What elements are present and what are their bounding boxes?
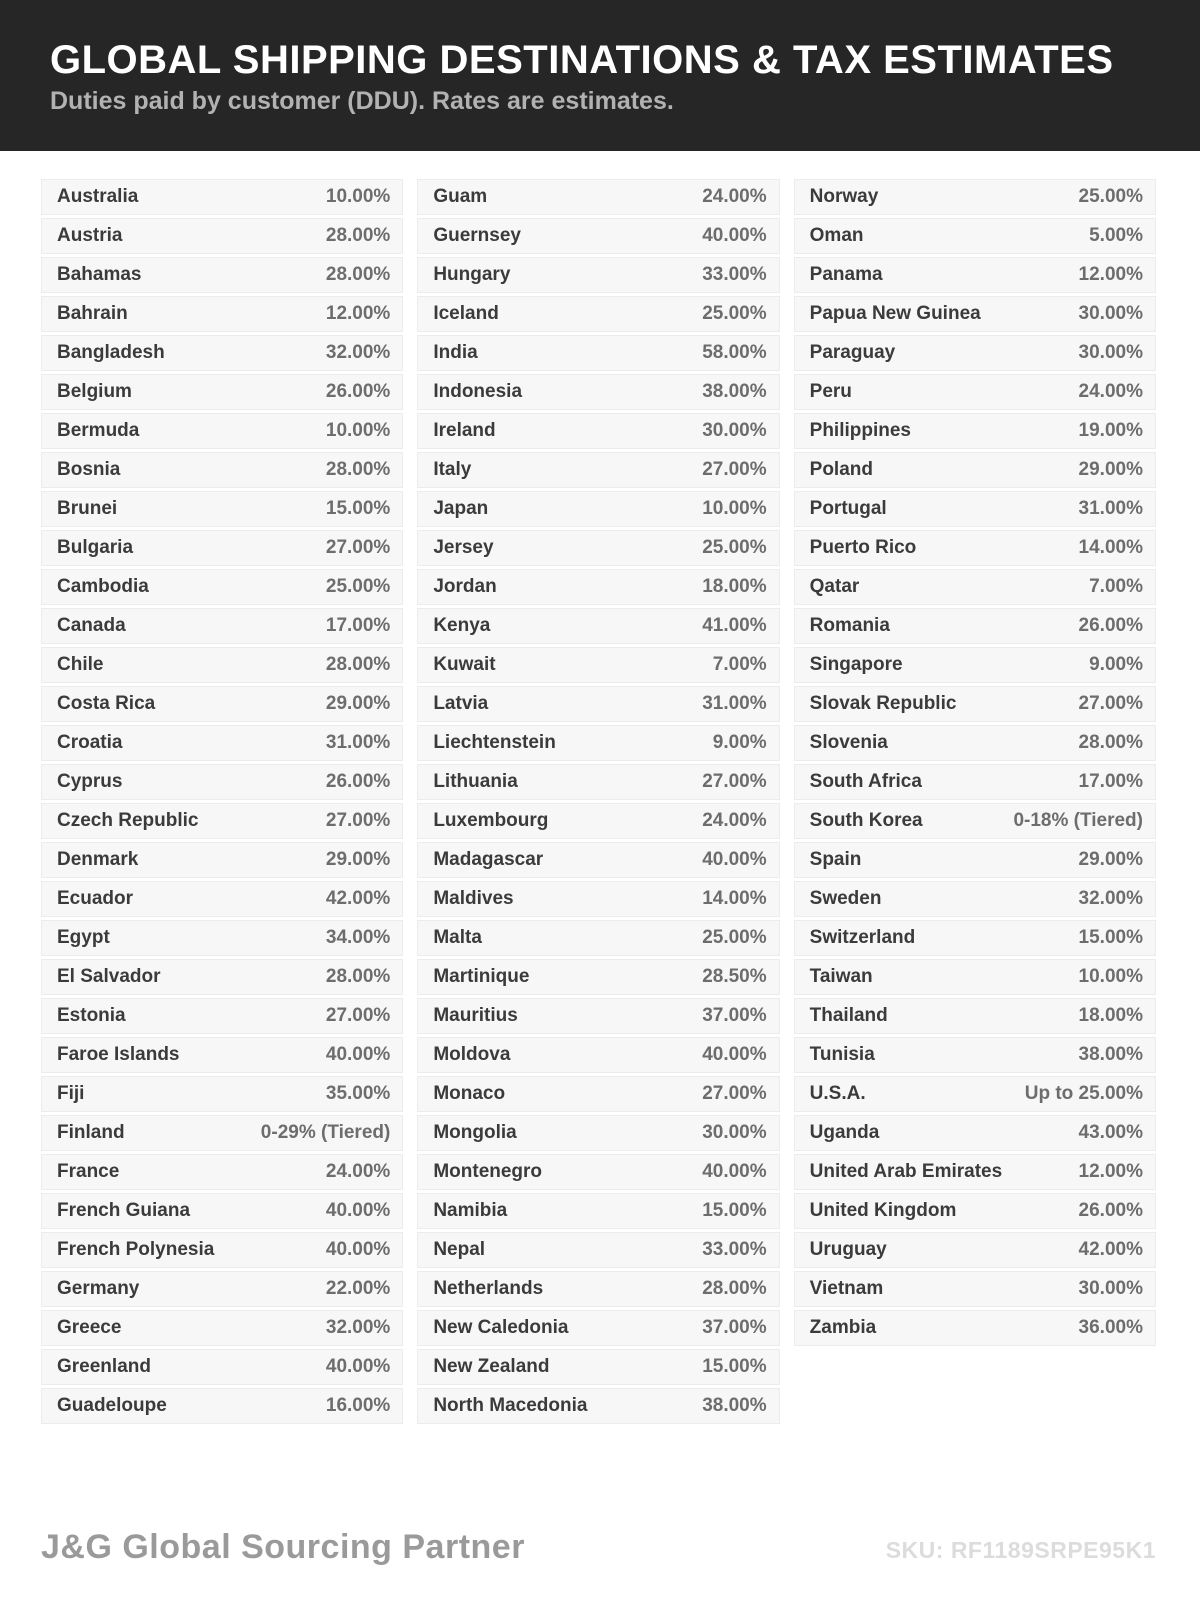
rate-value: 40.00% (325, 1044, 391, 1065)
country-name: Austria (57, 225, 123, 246)
rate-row (41, 179, 403, 215)
rate-row (41, 1076, 403, 1112)
rate-value: 27.00% (325, 810, 391, 831)
rate-value: 26.00% (1078, 615, 1143, 636)
country-name: Italy (433, 459, 472, 480)
rate-row (794, 452, 1156, 488)
country-name: Martinique (433, 966, 530, 987)
rate-value: 33.00% (702, 1239, 767, 1260)
rate-row (794, 413, 1156, 449)
rate-row (794, 335, 1156, 371)
rate-row (794, 803, 1156, 839)
rate-value: 38.00% (702, 1395, 767, 1416)
rate-value: 16.00% (325, 1395, 391, 1416)
rate-value: 34.00% (325, 927, 391, 948)
rate-row (41, 1154, 403, 1190)
rate-row (794, 725, 1156, 761)
rate-row (41, 1271, 403, 1307)
rate-row (41, 725, 403, 761)
rate-row (417, 296, 779, 332)
country-name: Namibia (433, 1200, 508, 1221)
rate-row (417, 1271, 779, 1307)
rate-row (417, 374, 779, 410)
country-name: Guadeloupe (57, 1395, 167, 1416)
rate-row (41, 1349, 403, 1385)
country-name: Spain (809, 849, 862, 870)
rates-column-2 (417, 179, 779, 1424)
rate-row (417, 218, 779, 254)
rate-value: 42.00% (1078, 1239, 1143, 1260)
rate-row (417, 1115, 779, 1151)
rate-value: 38.00% (1078, 1044, 1143, 1065)
rate-value: 40.00% (325, 1356, 391, 1377)
rate-row (794, 491, 1156, 527)
rate-row (417, 881, 779, 917)
rate-value: 12.00% (1078, 264, 1143, 285)
country-name: Moldova (433, 1044, 511, 1065)
rate-row (794, 608, 1156, 644)
country-name: Cyprus (57, 771, 123, 792)
country-name: Estonia (57, 1005, 126, 1026)
rate-value: 24.00% (702, 186, 767, 207)
rate-value: 37.00% (702, 1317, 767, 1338)
rate-row (794, 1193, 1156, 1229)
rate-value: 10.00% (325, 420, 391, 441)
rate-value: 28.00% (325, 225, 391, 246)
rate-value: 40.00% (702, 1161, 767, 1182)
rate-value: 25.00% (1078, 186, 1143, 207)
country-name: Ireland (433, 420, 496, 441)
country-name: Germany (57, 1278, 140, 1299)
country-name: Lithuania (433, 771, 518, 792)
country-name: Croatia (57, 732, 123, 753)
country-name: Thailand (809, 1005, 888, 1026)
rate-row (417, 647, 779, 683)
rate-value: 40.00% (702, 225, 767, 246)
rate-value: 15.00% (702, 1356, 767, 1377)
country-name: Faroe Islands (57, 1044, 180, 1065)
rate-value: 27.00% (325, 1005, 391, 1026)
rate-row (794, 1232, 1156, 1268)
rate-value: 37.00% (702, 1005, 767, 1026)
country-name: Peru (809, 381, 852, 402)
country-name: Romania (809, 615, 890, 636)
rate-row (41, 1193, 403, 1229)
rate-value: 31.00% (1078, 498, 1143, 519)
country-name: Canada (57, 615, 126, 636)
rate-value: 9.00% (712, 732, 767, 753)
rate-value: 38.00% (702, 381, 767, 402)
rate-row (794, 998, 1156, 1034)
rate-value: 32.00% (325, 1317, 391, 1338)
rate-value: 36.00% (1078, 1317, 1143, 1338)
rate-row (41, 1037, 403, 1073)
rate-value: 28.00% (325, 459, 391, 480)
rate-row (41, 1232, 403, 1268)
country-name: Zambia (809, 1317, 877, 1338)
rate-value: 10.00% (702, 498, 767, 519)
rate-value: 26.00% (325, 771, 391, 792)
rate-value: 25.00% (702, 303, 767, 324)
country-name: Kenya (433, 615, 491, 636)
rate-value: 27.00% (1078, 693, 1143, 714)
rate-value: 12.00% (325, 303, 391, 324)
rate-value: 31.00% (325, 732, 391, 753)
rate-row (417, 569, 779, 605)
rate-value: 32.00% (325, 342, 391, 363)
brand-name: J&G Global Sourcing Partner (41, 1528, 525, 1566)
rate-row (41, 920, 403, 956)
rate-row (417, 764, 779, 800)
rate-value: 25.00% (702, 927, 767, 948)
rate-value: 25.00% (702, 537, 767, 558)
rate-row (41, 296, 403, 332)
rate-value: 40.00% (325, 1200, 391, 1221)
country-name: Belgium (57, 381, 132, 402)
rate-value: 40.00% (702, 849, 767, 870)
rate-value: 28.00% (702, 1278, 767, 1299)
rate-row (41, 1388, 403, 1424)
country-name: Luxembourg (433, 810, 549, 831)
rate-row (41, 218, 403, 254)
rate-value: 17.00% (325, 615, 391, 636)
rate-row (417, 608, 779, 644)
country-name: Guernsey (433, 225, 521, 246)
rate-row (417, 1076, 779, 1112)
country-name: Sweden (809, 888, 882, 909)
page-header (0, 0, 1200, 151)
country-name: Qatar (809, 576, 860, 597)
rate-value: 24.00% (1078, 381, 1143, 402)
country-name: New Zealand (433, 1356, 550, 1377)
rate-value: 28.00% (1078, 732, 1143, 753)
rate-row (417, 179, 779, 215)
rate-row (794, 881, 1156, 917)
country-name: Denmark (57, 849, 139, 870)
country-name: Puerto Rico (809, 537, 917, 558)
country-name: Mauritius (433, 1005, 518, 1026)
country-name: South Korea (809, 810, 923, 831)
rate-value: 25.00% (325, 576, 391, 597)
country-name: Egypt (57, 927, 110, 948)
rate-row (794, 959, 1156, 995)
rate-row (794, 842, 1156, 878)
country-name: New Caledonia (433, 1317, 569, 1338)
country-name: South Africa (809, 771, 922, 792)
country-name: Latvia (433, 693, 489, 714)
rate-row (41, 686, 403, 722)
rate-value: 29.00% (1078, 459, 1143, 480)
rate-value: 15.00% (1078, 927, 1143, 948)
country-name: Ecuador (57, 888, 134, 909)
country-name: Norway (809, 186, 879, 207)
rate-row (41, 257, 403, 293)
country-name: Philippines (809, 420, 912, 441)
rate-value: 0-29% (Tiered) (260, 1122, 391, 1143)
country-name: Netherlands (433, 1278, 544, 1299)
rate-value: 10.00% (1078, 966, 1143, 987)
sku-label: SKU: RF1189SRPE95K1 (885, 1537, 1156, 1563)
rate-value: 27.00% (325, 537, 391, 558)
rate-row (794, 1115, 1156, 1151)
country-name: Indonesia (433, 381, 523, 402)
rate-value: 18.00% (1078, 1005, 1143, 1026)
rate-value: 30.00% (1078, 303, 1143, 324)
country-name: Vietnam (809, 1278, 884, 1299)
country-name: Slovenia (809, 732, 888, 753)
rate-row (417, 335, 779, 371)
rate-value: 28.00% (325, 264, 391, 285)
country-name: Bermuda (57, 420, 140, 441)
country-name: North Macedonia (433, 1395, 588, 1416)
rate-value: 29.00% (325, 693, 391, 714)
rate-row (417, 1232, 779, 1268)
country-name: Guam (433, 186, 488, 207)
page-footer (41, 1528, 1156, 1567)
country-name: Finland (57, 1122, 125, 1143)
rate-row (417, 530, 779, 566)
rate-row (794, 530, 1156, 566)
rate-row (794, 1310, 1156, 1346)
country-name: Costa Rica (57, 693, 156, 714)
rate-value: 12.00% (1078, 1161, 1143, 1182)
rate-value: 19.00% (1078, 420, 1143, 441)
country-name: Taiwan (809, 966, 873, 987)
rate-row (417, 842, 779, 878)
rate-row (41, 998, 403, 1034)
country-name: Czech Republic (57, 810, 199, 831)
rate-value: 27.00% (702, 1083, 767, 1104)
rate-row (417, 1349, 779, 1385)
rate-value: 35.00% (325, 1083, 391, 1104)
rate-value: 41.00% (702, 615, 767, 636)
rate-row (417, 959, 779, 995)
country-name: Chile (57, 654, 104, 675)
country-name: Poland (809, 459, 873, 480)
rate-row (417, 686, 779, 722)
rate-value: 22.00% (325, 1278, 391, 1299)
rate-row (794, 647, 1156, 683)
rate-value: 32.00% (1078, 888, 1143, 909)
country-name: Madagascar (433, 849, 544, 870)
rate-value: 0-18% (Tiered) (1013, 810, 1143, 831)
country-name: Fiji (57, 1083, 85, 1104)
rate-row (417, 1037, 779, 1073)
country-name: Paraguay (809, 342, 896, 363)
country-name: Maldives (433, 888, 514, 909)
rate-value: 40.00% (325, 1239, 391, 1260)
rate-row (41, 1310, 403, 1346)
rate-value: 58.00% (702, 342, 767, 363)
country-name: United Arab Emirates (809, 1161, 1003, 1182)
rate-value: 28.00% (325, 966, 391, 987)
country-name: Oman (809, 225, 864, 246)
rate-row (41, 608, 403, 644)
rate-row (41, 530, 403, 566)
country-name: Greece (57, 1317, 122, 1338)
rate-value: 24.00% (325, 1161, 391, 1182)
country-name: U.S.A. (809, 1083, 866, 1104)
rate-row (794, 296, 1156, 332)
country-name: Montenegro (433, 1161, 543, 1182)
country-name: Jersey (433, 537, 494, 558)
rate-row (794, 1271, 1156, 1307)
rate-value: 30.00% (702, 420, 767, 441)
rate-row (794, 374, 1156, 410)
rate-row (41, 881, 403, 917)
rate-row (41, 959, 403, 995)
country-name: Slovak Republic (809, 693, 957, 714)
country-name: Hungary (433, 264, 511, 285)
rate-value: 30.00% (702, 1122, 767, 1143)
rate-value: 28.50% (702, 966, 767, 987)
rate-value: 18.00% (702, 576, 767, 597)
rate-value: 27.00% (702, 771, 767, 792)
rate-value: 26.00% (1078, 1200, 1143, 1221)
rate-row (41, 335, 403, 371)
rate-row (417, 413, 779, 449)
country-name: Mongolia (433, 1122, 517, 1143)
country-name: Bulgaria (57, 537, 134, 558)
rate-value: 14.00% (702, 888, 767, 909)
country-name: Japan (433, 498, 489, 519)
country-name: Uruguay (809, 1239, 887, 1260)
country-name: Tunisia (809, 1044, 875, 1065)
country-name: Uganda (809, 1122, 880, 1143)
country-name: Greenland (57, 1356, 151, 1377)
country-name: Malta (433, 927, 482, 948)
country-name: India (433, 342, 478, 363)
rate-value: 15.00% (325, 498, 391, 519)
rate-value: 29.00% (1078, 849, 1143, 870)
rate-row (41, 491, 403, 527)
rate-value: 26.00% (325, 381, 391, 402)
rate-row (794, 569, 1156, 605)
country-name: Brunei (57, 498, 118, 519)
country-name: Bahrain (57, 303, 128, 324)
rate-row (41, 413, 403, 449)
rate-row (417, 1193, 779, 1229)
rate-row (794, 1076, 1156, 1112)
country-name: Cambodia (57, 576, 149, 597)
rate-value: 30.00% (1078, 1278, 1143, 1299)
country-name: French Guiana (57, 1200, 191, 1221)
country-name: Singapore (809, 654, 903, 675)
rate-value: 7.00% (712, 654, 767, 675)
country-name: Nepal (433, 1239, 486, 1260)
rate-row (794, 1037, 1156, 1073)
page-title: GLOBAL SHIPPING DESTINATIONS & TAX ESTIMATES (50, 38, 1114, 82)
rate-row (794, 218, 1156, 254)
country-name: Panama (809, 264, 883, 285)
rate-row (417, 920, 779, 956)
country-name: Bahamas (57, 264, 142, 285)
rate-value: 43.00% (1078, 1122, 1143, 1143)
rate-row (417, 1388, 779, 1424)
rate-value: Up to 25.00% (1024, 1083, 1143, 1104)
rate-row (417, 452, 779, 488)
rate-row (417, 1310, 779, 1346)
rate-row (41, 1115, 403, 1151)
tax-rate-table (41, 179, 1156, 1424)
rate-value: 40.00% (702, 1044, 767, 1065)
country-name: Kuwait (433, 654, 496, 675)
rate-value: 30.00% (1078, 342, 1143, 363)
country-name: Jordan (433, 576, 497, 597)
rate-value: 27.00% (702, 459, 767, 480)
country-name: El Salvador (57, 966, 161, 987)
rate-value: 33.00% (702, 264, 767, 285)
rate-row (41, 803, 403, 839)
rate-row (41, 452, 403, 488)
rate-value: 28.00% (325, 654, 391, 675)
rate-value: 14.00% (1078, 537, 1143, 558)
rate-row (794, 1154, 1156, 1190)
rate-row (417, 491, 779, 527)
rate-value: 15.00% (702, 1200, 767, 1221)
rate-value: 24.00% (702, 810, 767, 831)
country-name: France (57, 1161, 120, 1182)
country-name: Australia (57, 186, 139, 207)
rate-value: 9.00% (1089, 654, 1143, 675)
rate-value: 42.00% (325, 888, 391, 909)
rate-row (41, 764, 403, 800)
rate-row (41, 569, 403, 605)
rate-row (794, 686, 1156, 722)
rate-row (417, 257, 779, 293)
country-name: United Kingdom (809, 1200, 957, 1221)
country-name: Portugal (809, 498, 887, 519)
country-name: Bangladesh (57, 342, 165, 363)
country-name: French Polynesia (57, 1239, 215, 1260)
rate-value: 5.00% (1089, 225, 1143, 246)
rate-row (41, 647, 403, 683)
rate-row (794, 179, 1156, 215)
rate-row (417, 1154, 779, 1190)
page-subtitle: Duties paid by customer (DDU). Rates are estimates. (50, 87, 674, 115)
rate-row (794, 257, 1156, 293)
rate-row (794, 764, 1156, 800)
country-name: Iceland (433, 303, 499, 324)
country-name: Liechtenstein (433, 732, 556, 753)
rates-column-3 (794, 179, 1156, 1424)
country-name: Switzerland (809, 927, 916, 948)
rate-value: 29.00% (325, 849, 391, 870)
rate-value: 17.00% (1078, 771, 1143, 792)
country-name: Bosnia (57, 459, 121, 480)
rate-value: 7.00% (1089, 576, 1143, 597)
rate-row (41, 374, 403, 410)
rate-row (417, 803, 779, 839)
country-name: Monaco (433, 1083, 506, 1104)
rate-row (417, 725, 779, 761)
country-name: Papua New Guinea (809, 303, 981, 324)
rate-row (417, 998, 779, 1034)
rate-value: 31.00% (702, 693, 767, 714)
rate-row (41, 842, 403, 878)
rate-value: 10.00% (325, 186, 391, 207)
rate-row (794, 920, 1156, 956)
rates-column-1 (41, 179, 403, 1424)
